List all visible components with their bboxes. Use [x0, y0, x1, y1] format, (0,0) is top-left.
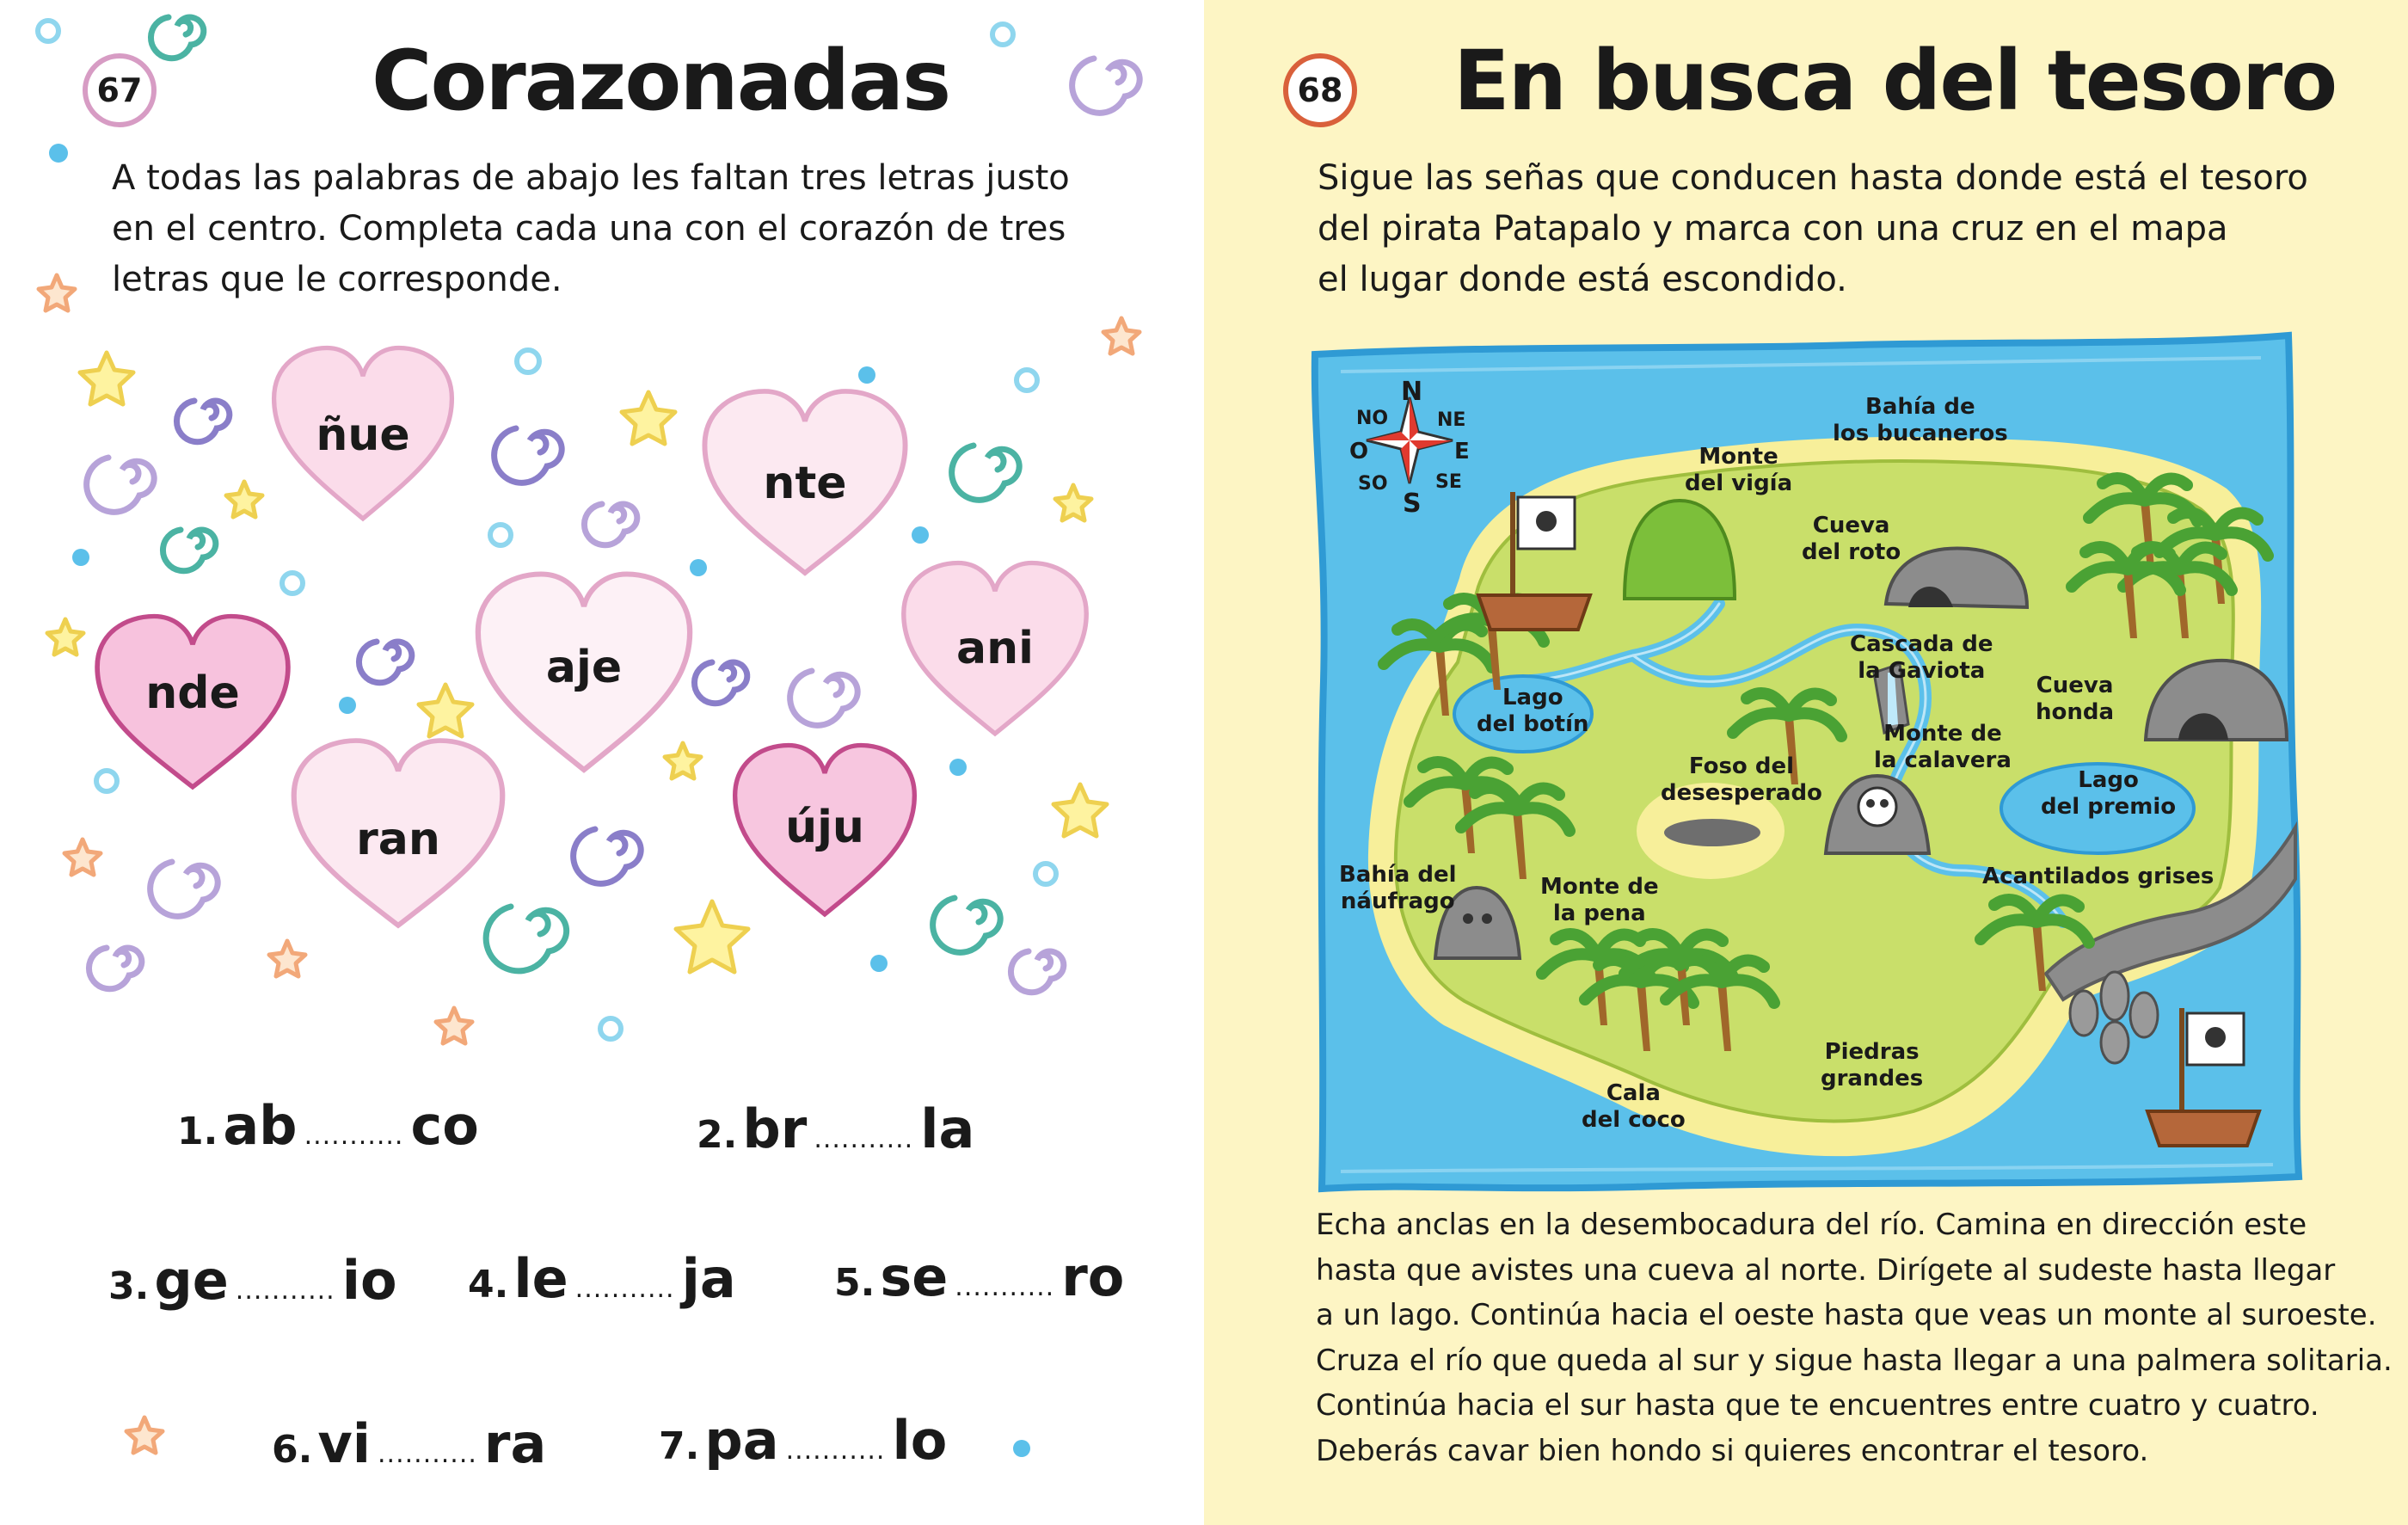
spiral-icon — [150, 17, 203, 58]
star-icon — [39, 275, 75, 311]
word-start: ge — [154, 1249, 229, 1312]
heart-nde — [91, 611, 294, 798]
heart-ran — [287, 735, 509, 938]
answer-blank[interactable]: ........... — [304, 1121, 404, 1151]
answer-blank[interactable]: ........... — [378, 1439, 477, 1469]
star-icon — [80, 353, 133, 404]
dot-icon — [1035, 864, 1056, 884]
spiral-icon — [494, 428, 562, 483]
word-end: ro — [1061, 1245, 1125, 1308]
heart-letters: ñue — [316, 409, 410, 461]
instructions-line: letras que le corresponde. — [112, 260, 562, 299]
word-start: pa — [704, 1409, 779, 1472]
directions-line: Deberás cavar bien hondo si quieres encontrar el tesoro. — [1316, 1433, 2149, 1468]
label-bahia-bucaneros: Bahía de los bucaneros — [1833, 394, 2008, 446]
label-monte-vigia: Monte del vigía — [1685, 444, 1793, 496]
exercise-number: 1. — [177, 1110, 218, 1153]
compass-no: NO — [1356, 408, 1389, 429]
page-number-67: 67 — [83, 53, 157, 127]
heart-letters: úju — [785, 802, 864, 853]
star-icon — [126, 1417, 163, 1453]
star-icon — [436, 1008, 472, 1043]
directions-line: a un lago. Continúa hacia el oeste hasta que veas un monte al suroeste. — [1316, 1298, 2377, 1332]
star-icon — [226, 482, 262, 517]
directions-line: Echa anclas en la desembocadura del río. Camina en dirección este — [1316, 1208, 2307, 1242]
label-monte-calavera: Monte de la calavera — [1874, 721, 2012, 773]
exercise-number: 2. — [697, 1113, 738, 1157]
compass-n: N — [1401, 377, 1423, 407]
word-end: la — [920, 1098, 975, 1160]
star-icon — [64, 839, 101, 875]
dot-icon — [38, 21, 58, 41]
dot-icon — [49, 144, 68, 163]
heart-letters: ani — [956, 623, 1034, 674]
heart-nte — [698, 385, 912, 585]
answer-blank[interactable]: ........... — [955, 1272, 1055, 1302]
label-cala-coco: Cala del coco — [1582, 1080, 1686, 1133]
exercise-number: 6. — [272, 1428, 313, 1472]
page-title: En busca del tesoro — [1453, 33, 2337, 129]
instructions-line: A todas las palabras de abajo les faltan tres letras justo — [112, 158, 1070, 198]
spiral-icon — [790, 671, 858, 725]
label-piedras-grandes: Piedras grandes — [1821, 1039, 1924, 1091]
dot-icon — [490, 525, 511, 545]
dot-icon — [1017, 370, 1037, 390]
treasure-directions — [1316, 1202, 2393, 1473]
spiral-icon — [574, 829, 642, 883]
word-end: lo — [892, 1409, 948, 1472]
word-end: co — [410, 1094, 479, 1157]
exercise-2 — [697, 1098, 974, 1160]
exercise-4 — [468, 1247, 736, 1310]
spiral-icon — [163, 530, 215, 571]
label-cueva-roto: Cueva del roto — [1802, 513, 1901, 565]
word-end: io — [341, 1249, 397, 1312]
exercise-number: 3. — [108, 1264, 150, 1308]
exercise-number: 5. — [834, 1261, 875, 1305]
dot-icon — [858, 366, 875, 384]
label-lago-premio: Lago del premio — [2041, 767, 2177, 820]
label-monte-pena: Monte de la pena — [1540, 874, 1659, 926]
spiral-icon — [933, 898, 1001, 952]
spiral-icon — [1010, 951, 1063, 993]
dot-icon — [339, 697, 356, 714]
star-icon — [419, 685, 472, 736]
dot-icon — [600, 1018, 621, 1039]
label-lago-botin: Lago del botín — [1477, 685, 1589, 737]
directions-line: hasta que avistes una cueva al norte. Dirígete al sudeste hasta llegar — [1316, 1252, 2336, 1288]
heart-letters: nte — [763, 458, 847, 509]
label-cascada-gaviota: Cascada de la Gaviota — [1850, 631, 1993, 684]
treasure-map[interactable] — [1306, 320, 2304, 1194]
answer-blank[interactable]: ........... — [235, 1276, 335, 1306]
compass-so: SO — [1358, 473, 1388, 495]
right-page — [1204, 0, 2408, 1525]
word-start: vi — [317, 1412, 372, 1475]
dot-icon — [282, 573, 303, 593]
instructions-line: Sigue las señas que conducen hasta donde está el tesoro — [1318, 158, 2308, 198]
answer-blank[interactable]: ........... — [574, 1274, 675, 1304]
dot-icon — [72, 549, 89, 566]
dot-icon — [949, 759, 967, 776]
dot-icon — [870, 955, 888, 972]
compass-s: S — [1403, 489, 1422, 519]
heart-letters: aje — [545, 642, 623, 693]
dot-icon — [517, 350, 539, 372]
spiral-icon — [584, 504, 636, 545]
exercise-6 — [272, 1412, 546, 1475]
instructions — [112, 153, 1070, 305]
instructions — [1318, 153, 2308, 305]
spiral-icon — [176, 401, 229, 442]
star-icon — [47, 619, 83, 655]
compass-e: E — [1454, 439, 1470, 464]
word-start: le — [513, 1247, 568, 1310]
label-foso-desesperado: Foso del desesperado — [1661, 753, 1822, 806]
spiral-icon — [694, 662, 746, 704]
spiral-icon — [359, 642, 411, 683]
spiral-icon — [1072, 58, 1140, 113]
label-acantilados: Acantilados grises — [1982, 864, 2214, 889]
heart-ani — [898, 557, 1092, 745]
heart-letters: ran — [356, 814, 440, 865]
exercise-1 — [177, 1094, 479, 1157]
instructions-line: el lugar donde está escondido. — [1318, 260, 1847, 299]
compass-se: SE — [1435, 471, 1462, 493]
exercise-5 — [834, 1245, 1124, 1308]
page-title: Corazonadas — [372, 33, 950, 129]
star-icon — [1103, 318, 1140, 354]
dot-icon — [992, 24, 1013, 45]
word-end: ra — [483, 1412, 547, 1475]
exercise-7 — [659, 1409, 947, 1472]
exercise-number: 7. — [659, 1424, 700, 1468]
word-end: ja — [681, 1247, 736, 1310]
exercise-3 — [108, 1249, 397, 1312]
compass-o: O — [1349, 439, 1369, 464]
exercise-number: 4. — [468, 1263, 509, 1307]
directions-line: Cruza el río que queda al sur y sigue hasta llegar a una palmera solitaria. — [1316, 1343, 2393, 1378]
word-start: se — [880, 1245, 949, 1308]
dot-icon — [1013, 1440, 1030, 1457]
spiral-icon — [150, 862, 218, 916]
heart-nue — [268, 342, 458, 530]
heart-letters: nde — [145, 667, 240, 719]
compass-ne: NE — [1437, 409, 1466, 431]
foso-desesperado — [1664, 819, 1760, 846]
star-icon — [1054, 784, 1107, 836]
star-icon — [269, 941, 305, 976]
answer-blank[interactable]: ........... — [814, 1124, 914, 1154]
spiral-icon — [87, 458, 155, 512]
answer-blank[interactable]: ........... — [785, 1436, 886, 1466]
directions-line: Continúa hacia el sur hasta que te encuentres entre cuatro y cuatro. — [1316, 1388, 2319, 1423]
star-icon — [1055, 485, 1091, 520]
spiral-icon — [952, 446, 1020, 500]
instructions-line: en el centro. Completa cada una con el corazón de tres — [112, 209, 1066, 249]
page-number-68: 68 — [1283, 53, 1357, 127]
heart-uju — [729, 740, 920, 925]
label-cueva-honda: Cueva honda — [2036, 673, 2115, 725]
instructions-line: del pirata Patapalo y marca con una cruz en el mapa — [1318, 209, 2228, 249]
spiral-icon — [89, 948, 141, 989]
star-icon — [622, 392, 675, 444]
word-start: ab — [223, 1094, 298, 1157]
dot-icon — [912, 526, 929, 544]
label-bahia-naufrago: Bahía del náufrago — [1339, 862, 1457, 914]
word-start: br — [742, 1098, 808, 1160]
